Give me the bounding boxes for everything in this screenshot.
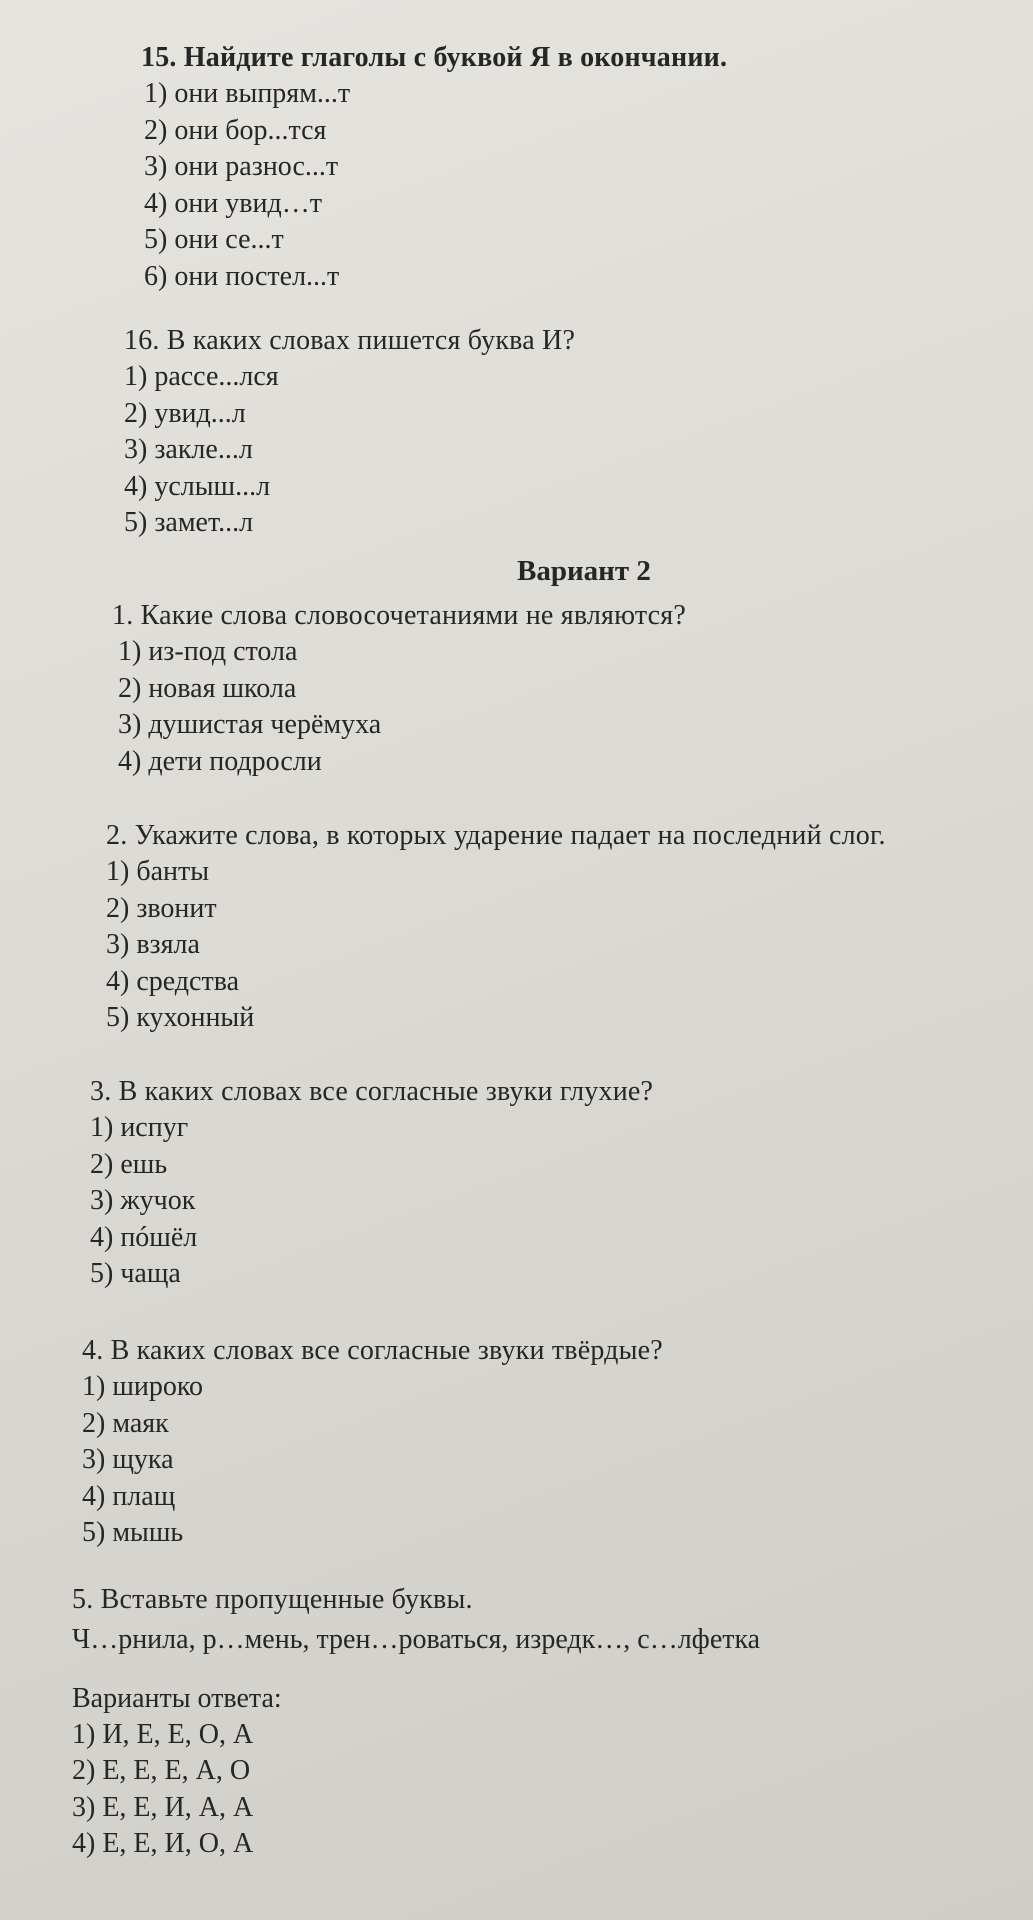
v2-question-2 (106, 818, 886, 1037)
option-item: 4) пóшёл (90, 1221, 198, 1253)
variant-heading: Вариант 2 (517, 555, 651, 587)
option-item: 2) они бор...тся (144, 114, 327, 146)
answers-label: Варианты ответа: (72, 1682, 282, 1714)
v2-question-5 (72, 1582, 760, 1863)
option-item: 3) взяла (106, 929, 200, 960)
question-title: 15. Найдите глаголы с буквой Я в окончании. (141, 42, 728, 73)
question-title: 1. Какие слова словосочетаниями не являются? (112, 600, 686, 631)
option-item: 4) средства (106, 965, 239, 997)
option-item: 2) Е, Е, Е, А, О (72, 1755, 251, 1786)
option-item: 1) банты (106, 856, 210, 887)
option-item: 3) жучок (90, 1185, 196, 1216)
option-item: 2) ешь (90, 1148, 168, 1180)
option-item: 2) новая школа (118, 672, 297, 704)
v2-question-4 (82, 1333, 663, 1552)
option-item: 5) мышь (82, 1517, 184, 1548)
v2-question-1 (112, 598, 686, 780)
question-title: 16. В каких словах пишется буква И? (124, 325, 576, 356)
option-item: 2) увид...л (124, 397, 246, 429)
v2-question-3 (90, 1074, 653, 1293)
option-item: 2) маяк (82, 1407, 169, 1439)
question-15 (141, 40, 727, 295)
option-item: 3) Е, Е, И, А, А (72, 1791, 254, 1823)
option-item: 5) они се...т (144, 224, 284, 255)
option-item: 3) душистая черёмуха (118, 709, 382, 740)
option-item: 3) они разнос...т (144, 151, 339, 182)
question-title: 5. Вставьте пропущенные буквы. (72, 1584, 473, 1615)
option-item: 3) закле...л (124, 434, 253, 465)
option-item: 1) рассе...лся (124, 361, 279, 392)
option-item: 5) чаща (90, 1258, 181, 1289)
option-item: 6) они постел...т (144, 260, 340, 292)
option-item: 1) они выпрям...т (144, 78, 351, 109)
option-item: 2) звонит (106, 892, 217, 924)
question-title: 2. Укажите слова, в которых ударение падает на последний слог. (106, 820, 886, 851)
option-item: 4) они увид…т (144, 187, 322, 219)
question-title: 4. В каких словах все согласные звуки твёрдые? (82, 1335, 663, 1366)
question-16 (124, 323, 575, 542)
option-item: 1) широко (82, 1371, 204, 1402)
option-item: 4) плащ (82, 1480, 176, 1512)
option-item: 1) И, Е, Е, О, А (72, 1718, 254, 1750)
option-item: 4) услыш...л (124, 470, 271, 502)
option-item: 5) кухонный (106, 1002, 255, 1033)
option-item: 4) дети подросли (118, 745, 322, 777)
option-item: 3) щука (82, 1444, 174, 1475)
option-item: 1) из-под стола (118, 636, 298, 667)
option-item: 1) испуг (90, 1112, 189, 1143)
question-text: Ч…рнила, р…мень, трен…роваться, изредк…, с…лфетка (72, 1624, 761, 1655)
option-item: 4) Е, Е, И, О, А (72, 1828, 254, 1859)
question-title: 3. В каких словах все согласные звуки глухие? (90, 1076, 654, 1107)
option-item: 5) замет...л (124, 507, 254, 538)
